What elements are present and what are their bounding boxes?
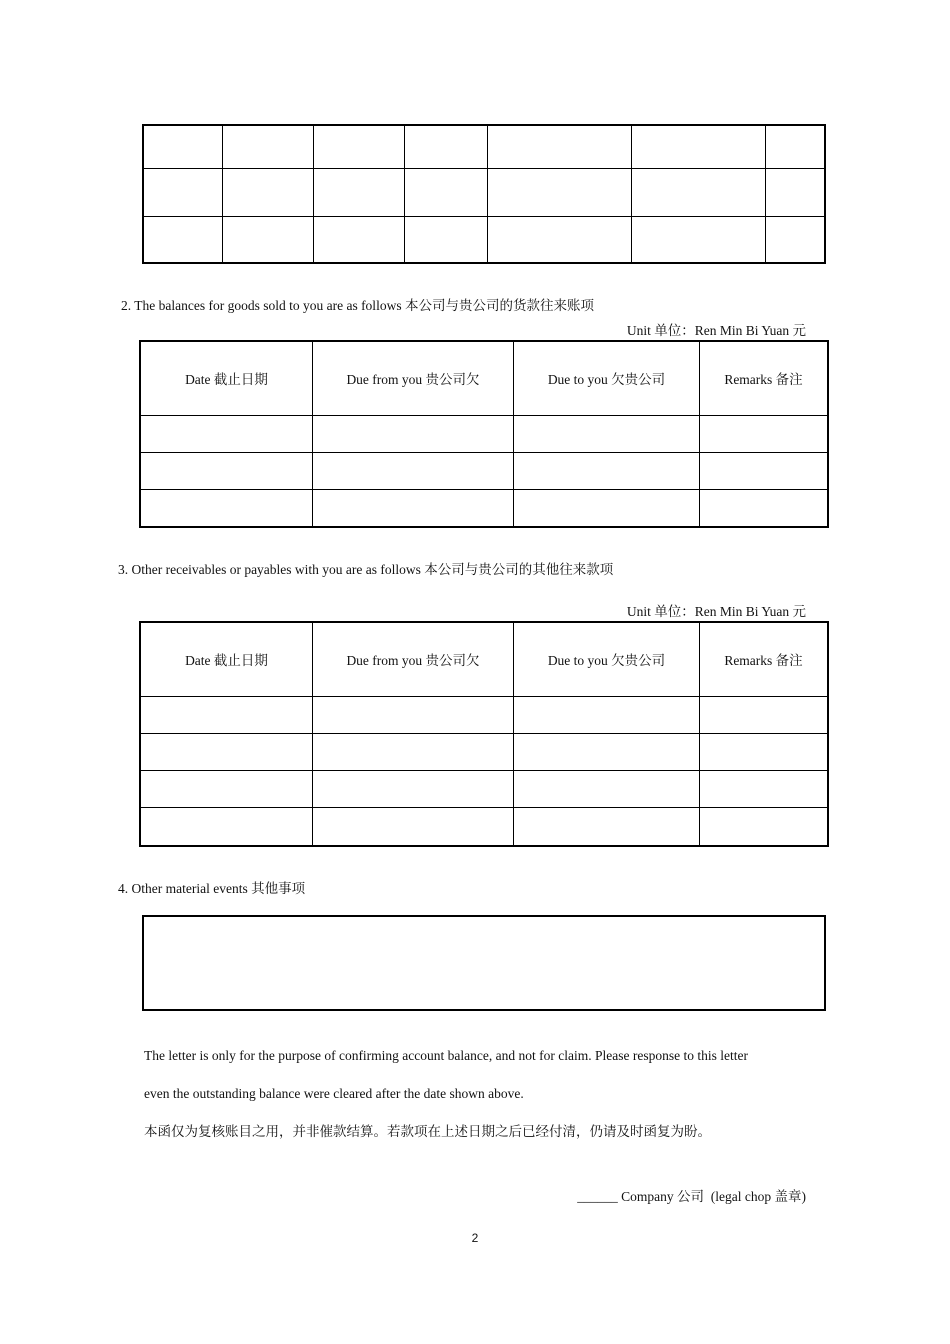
column-header-date: Date 截止日期 (140, 341, 313, 415)
section3-title: 3. Other receivables or payables with you are as follows 本公司与贵公司的其他往来款项 (118, 562, 614, 577)
table-cell[interactable] (766, 125, 826, 168)
table-cell[interactable] (700, 807, 829, 846)
table-cell[interactable] (313, 489, 514, 527)
table-cell[interactable] (143, 168, 223, 216)
column-header-date: Date 截止日期 (140, 622, 313, 696)
top-table (142, 124, 826, 264)
section2-table (139, 340, 829, 528)
table-cell[interactable] (140, 733, 313, 770)
table-cell[interactable] (488, 168, 632, 216)
table-cell[interactable] (140, 807, 313, 846)
table-cell[interactable] (313, 415, 514, 452)
table-cell[interactable] (313, 733, 514, 770)
table-cell[interactable] (514, 696, 700, 733)
table-cell[interactable] (514, 415, 700, 452)
other-events-box[interactable] (142, 915, 826, 1011)
table-cell[interactable] (143, 125, 223, 168)
table-cell[interactable] (143, 216, 223, 263)
table-cell[interactable] (632, 125, 766, 168)
table-cell[interactable] (766, 216, 826, 263)
table-cell[interactable] (140, 452, 313, 489)
table-cell[interactable] (405, 125, 488, 168)
table-cell[interactable] (514, 452, 700, 489)
table-cell[interactable] (223, 125, 314, 168)
table-cell[interactable] (700, 733, 829, 770)
table-cell[interactable] (314, 125, 405, 168)
column-header-remarks: Remarks 备注 (700, 341, 829, 415)
table-cell[interactable] (514, 489, 700, 527)
table-cell[interactable] (514, 733, 700, 770)
table-cell[interactable] (405, 168, 488, 216)
column-header-remarks: Remarks 备注 (700, 622, 829, 696)
section4-title: 4. Other material events 其他事项 (118, 881, 306, 896)
table-cell[interactable] (313, 696, 514, 733)
table-cell[interactable] (700, 770, 829, 807)
table-cell[interactable] (514, 807, 700, 846)
notice-line-2: even the outstanding balance were cleared after the date shown above. (144, 1086, 524, 1101)
table-cell[interactable] (223, 216, 314, 263)
table-cell[interactable] (405, 216, 488, 263)
page-number: 2 (471, 1231, 479, 1245)
notice-line-1: The letter is only for the purpose of confirming account balance, and not for claim. Please response to this letter (144, 1048, 748, 1063)
table-cell[interactable] (632, 216, 766, 263)
section3-table (139, 621, 829, 847)
table-cell[interactable] (700, 452, 829, 489)
table-cell[interactable] (488, 216, 632, 263)
column-header-due-from: Due from you 贵公司欠 (313, 341, 514, 415)
table-cell[interactable] (140, 415, 313, 452)
column-header-due-from: Due from you 贵公司欠 (313, 622, 514, 696)
table-cell[interactable] (700, 696, 829, 733)
table-cell[interactable] (313, 770, 514, 807)
table-cell[interactable] (223, 168, 314, 216)
table-cell[interactable] (313, 807, 514, 846)
section2-unit: Unit 单位：Ren Min Bi Yuan 元 (626, 323, 806, 338)
column-header-due-to: Due to you 欠贵公司 (514, 341, 700, 415)
table-cell[interactable] (766, 168, 826, 216)
table-cell[interactable] (700, 415, 829, 452)
section2-title: 2. The balances for goods sold to you are as follows 本公司与贵公司的货款往来账项 (121, 298, 594, 313)
table-cell[interactable] (632, 168, 766, 216)
table-cell[interactable] (514, 770, 700, 807)
section3-unit: Unit 单位：Ren Min Bi Yuan 元 (626, 604, 806, 619)
signature-line: ______ Company 公司 (legal chop 盖章) (577, 1189, 806, 1204)
column-header-due-to: Due to you 欠贵公司 (514, 622, 700, 696)
table-cell[interactable] (313, 452, 514, 489)
notice-line-3: 本函仅为复核账目之用，并非催款结算。若款项在上述日期之后已经付清，仍请及时函复为盼。 (144, 1124, 711, 1139)
table-cell[interactable] (488, 125, 632, 168)
table-cell[interactable] (700, 489, 829, 527)
table-cell[interactable] (140, 770, 313, 807)
table-cell[interactable] (314, 168, 405, 216)
table-cell[interactable] (140, 489, 313, 527)
table-cell[interactable] (314, 216, 405, 263)
table-cell[interactable] (140, 696, 313, 733)
